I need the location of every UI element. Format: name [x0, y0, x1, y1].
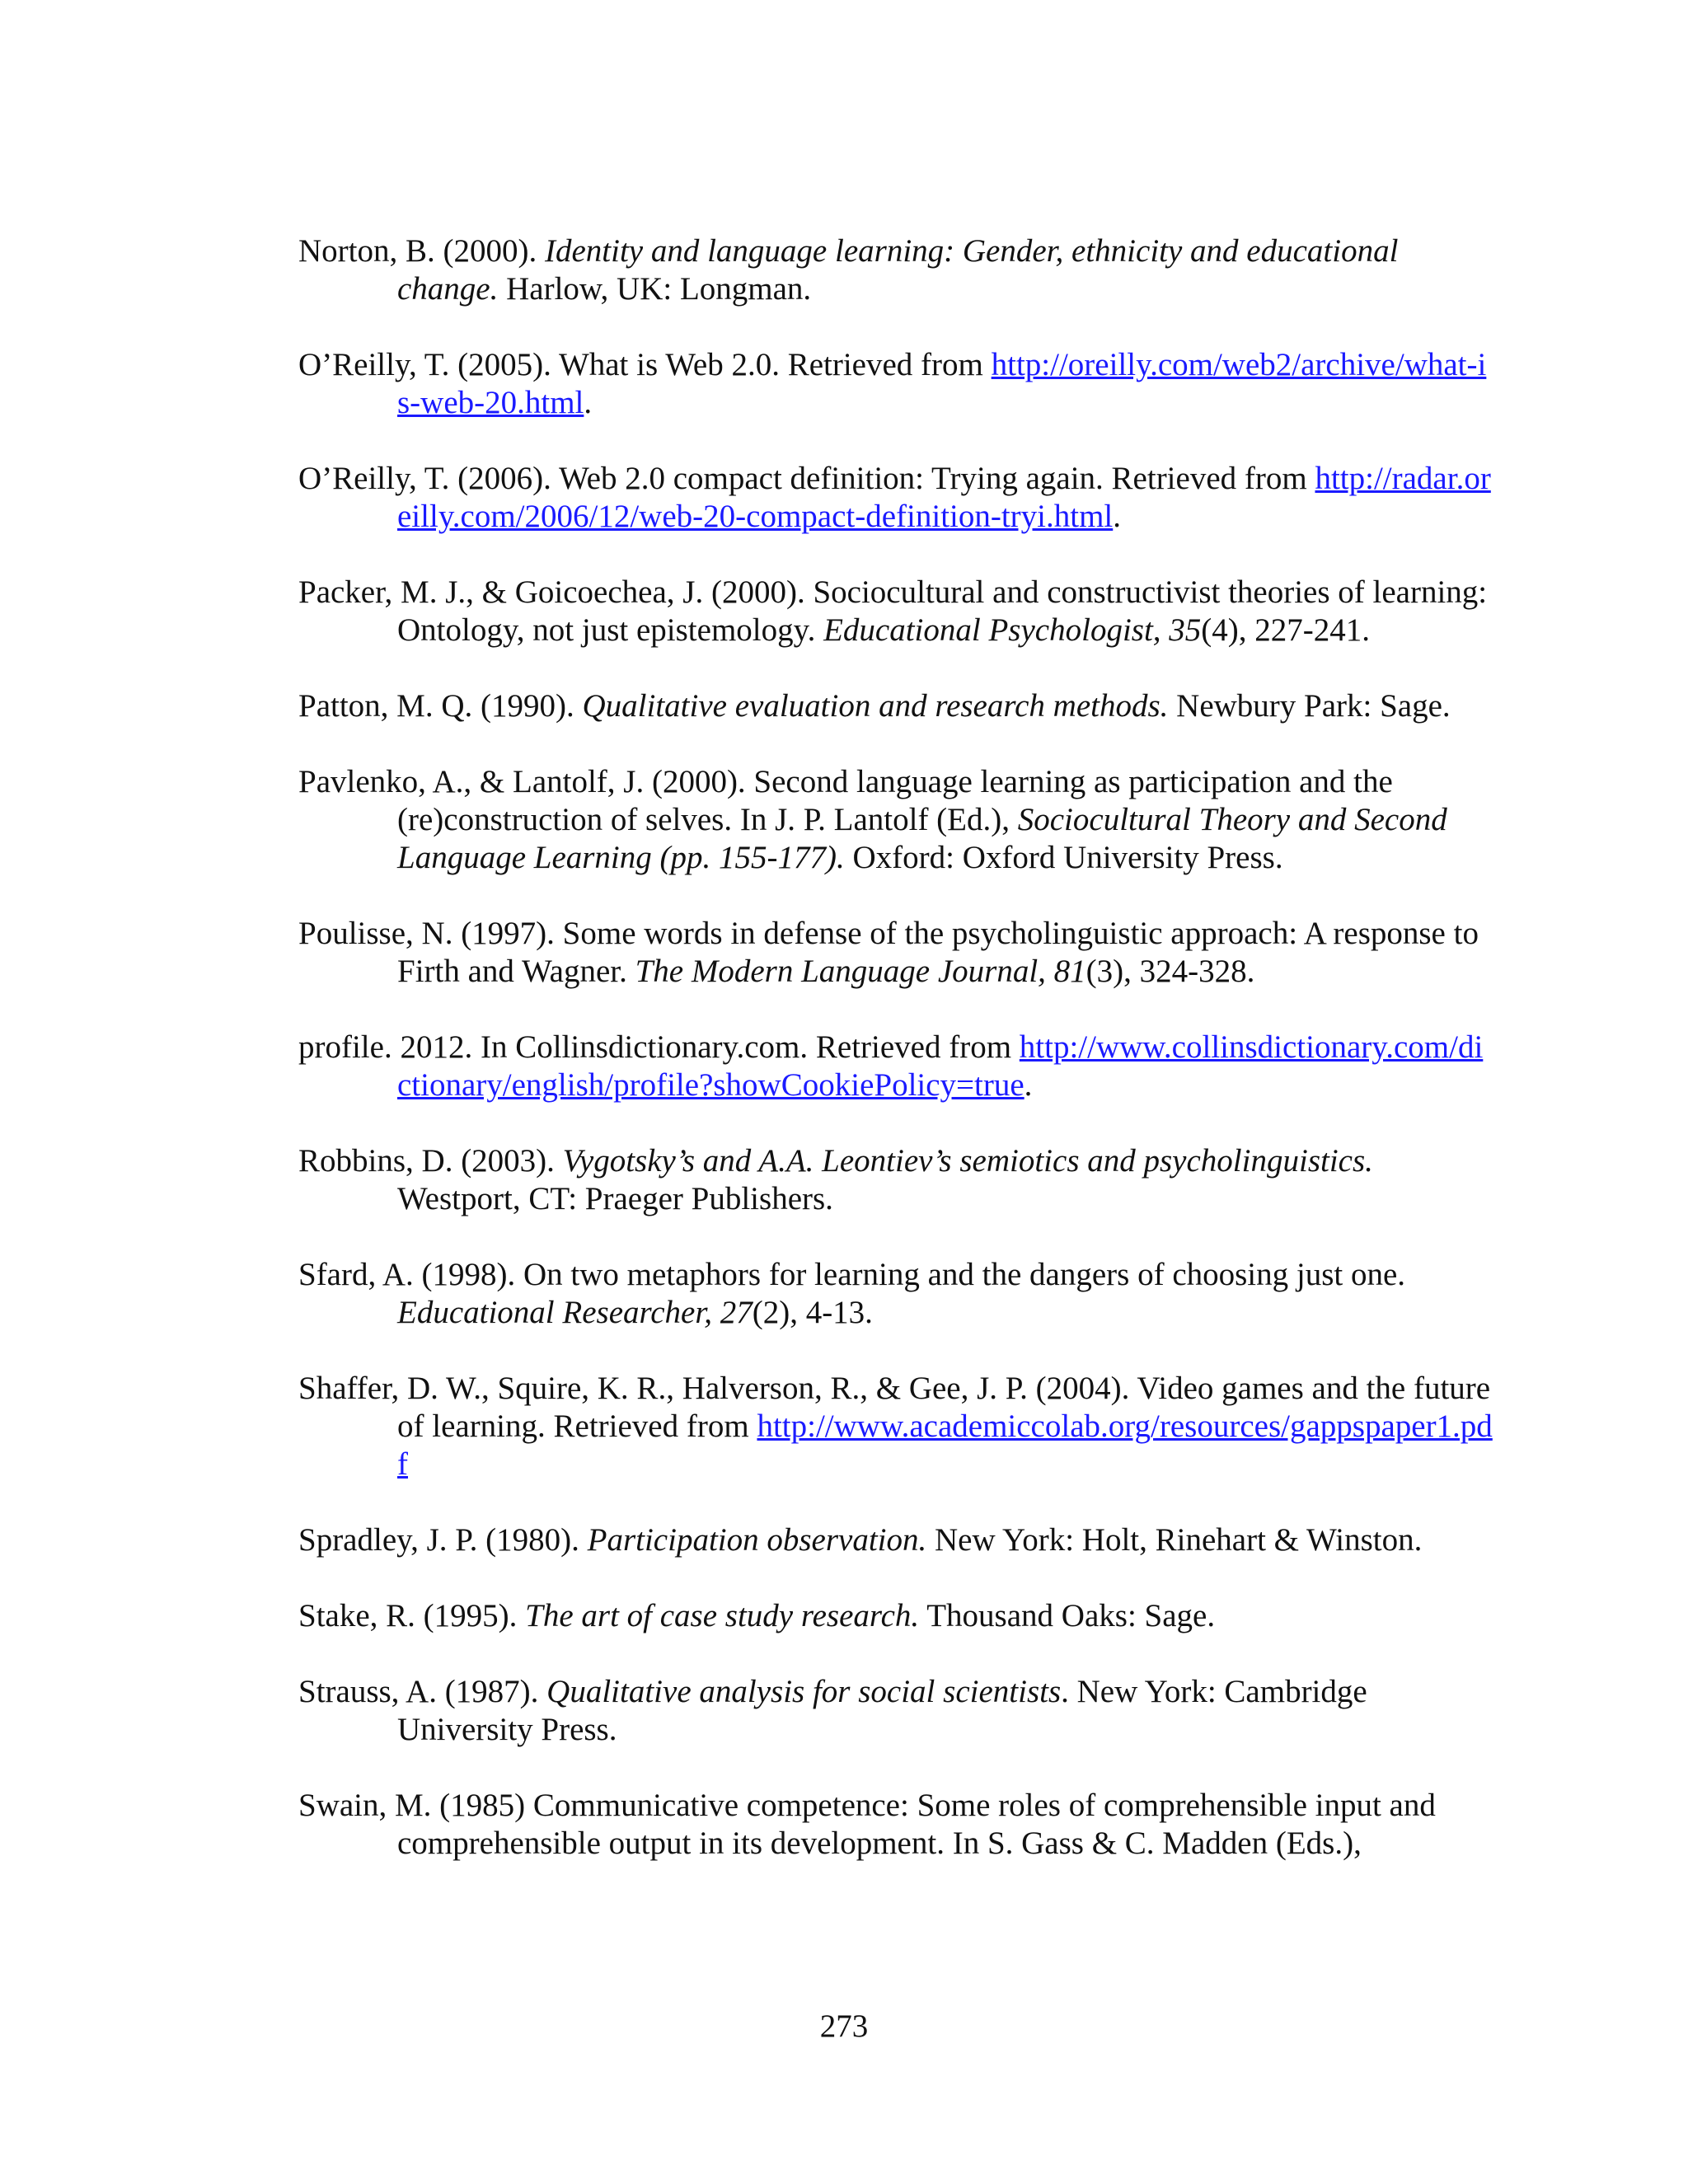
- reference-title: Vygotsky’s and A.A. Leontiev’s semiotics and psycholinguistics.: [562, 1143, 1373, 1179]
- reference-text: .: [1024, 1067, 1033, 1103]
- reference-text: Swain, M. (1985) Communicative competence: Some roles of comprehensible input and comprehensible output in its development. In S. Gass & C. Madden (Eds.),: [298, 1788, 1436, 1861]
- reference-entry-pavlenko: [298, 763, 1493, 877]
- page-number: 273: [819, 2008, 869, 2044]
- reference-text: Packer, M. J., & Goicoechea, J. (2000). Sociocultural and constructivist theories of learning: Ontology, not just epistemology.: [298, 574, 1488, 648]
- reference-text: Stake, R. (1995).: [298, 1598, 526, 1633]
- reference-entry-norton: [298, 232, 1493, 308]
- reference-link[interactable]: http://oreilly.com/web2/archive/what-is-web-20.html: [397, 347, 1487, 420]
- reference-text: O’Reilly, T. (2006). Web 2.0 compact definition: Trying again. Retrieved from: [298, 461, 1315, 496]
- reference-entry-oreilly-2005: [298, 346, 1493, 422]
- reference-title: Educational Psychologist, 35: [823, 612, 1202, 648]
- reference-text: Spradley, J. P. (1980).: [298, 1522, 588, 1558]
- reference-entry-packer: [298, 574, 1493, 649]
- reference-title: Participation observation.: [587, 1522, 927, 1558]
- reference-text: .: [1113, 499, 1122, 534]
- reference-entry-sfard: [298, 1256, 1493, 1332]
- reference-text: Newbury Park: Sage.: [1168, 688, 1451, 724]
- reference-entry-oreilly-2006: [298, 460, 1493, 536]
- reference-text: O’Reilly, T. (2005). What is Web 2.0. Retrieved from: [298, 347, 992, 382]
- reference-text: Strauss, A. (1987).: [298, 1674, 547, 1709]
- reference-text: Robbins, D. (2003).: [298, 1143, 563, 1179]
- reference-title: Educational Researcher, 27: [397, 1295, 753, 1330]
- reference-entry-profile: [298, 1029, 1493, 1104]
- reference-text: New York: Holt, Rinehart & Winston.: [926, 1522, 1423, 1558]
- reference-link[interactable]: http://radar.oreilly.com/2006/12/web-20-compact-definition-tryi.html: [397, 461, 1491, 534]
- reference-text: Pavlenko, A., & Lantolf, J. (2000). Second language learning as participation and the (re)construction of selves. In J. P. Lantolf (Ed.),: [298, 764, 1393, 837]
- reference-text: profile. 2012. In Collinsdictionary.com. Retrieved from: [298, 1029, 1020, 1065]
- reference-text: (3), 324-328.: [1085, 954, 1255, 989]
- reference-entry-stake: [298, 1597, 1493, 1635]
- reference-text: Oxford: Oxford University Press.: [844, 840, 1283, 875]
- reference-title: The art of case study research.: [525, 1598, 920, 1633]
- reference-entry-robbins: [298, 1142, 1493, 1218]
- reference-text: Harlow, UK: Longman.: [498, 271, 812, 307]
- reference-entry-swain: [298, 1787, 1493, 1863]
- reference-text: (2), 4-13.: [752, 1295, 873, 1330]
- reference-text: Thousand Oaks: Sage.: [919, 1598, 1216, 1633]
- reference-text: Shaffer, D. W., Squire, K. R., Halverson, R., & Gee, J. P. (2004). Video games and the future of learning. Retrieved from: [298, 1371, 1491, 1444]
- reference-title: Qualitative analysis for social scientists: [546, 1674, 1062, 1709]
- reference-text: Westport, CT: Praeger Publishers.: [397, 1181, 833, 1216]
- reference-title: Qualitative evaluation and research methods.: [582, 688, 1169, 724]
- reference-text: Norton, B. (2000).: [298, 233, 545, 269]
- reference-entry-spradley: [298, 1521, 1493, 1559]
- reference-link[interactable]: http://www.academiccolab.org/resources/gappspaper1.pdf: [397, 1408, 1493, 1482]
- reference-entry-strauss: [298, 1673, 1493, 1749]
- reference-title: The Modern Language Journal, 81: [635, 954, 1086, 989]
- reference-title: Identity and language learning: Gender, ethnicity and educational change.: [397, 233, 1399, 307]
- reference-text: (4), 227-241.: [1201, 612, 1371, 648]
- reference-entry-patton: [298, 687, 1493, 725]
- reference-link[interactable]: http://www.collinsdictionary.com/dictionary/english/profile?showCookiePolicy=true: [397, 1029, 1484, 1103]
- reference-text: Sfard, A. (1998). On two metaphors for learning and the dangers of choosing just one.: [298, 1257, 1406, 1292]
- reference-text: Patton, M. Q. (1990).: [298, 688, 583, 724]
- reference-list: [298, 232, 1493, 1900]
- reference-title: Sociocultural Theory and Second Language Learning (pp. 155-177).: [397, 802, 1447, 875]
- reference-text: Poulisse, N. (1997). Some words in defense of the psycholinguistic approach: A response to Firth and Wagner.: [298, 916, 1479, 989]
- reference-text: .: [584, 385, 593, 420]
- reference-entry-shaffer: [298, 1370, 1493, 1483]
- reference-entry-poulisse: [298, 915, 1493, 991]
- reference-text: . New York: Cambridge University Press.: [397, 1674, 1367, 1747]
